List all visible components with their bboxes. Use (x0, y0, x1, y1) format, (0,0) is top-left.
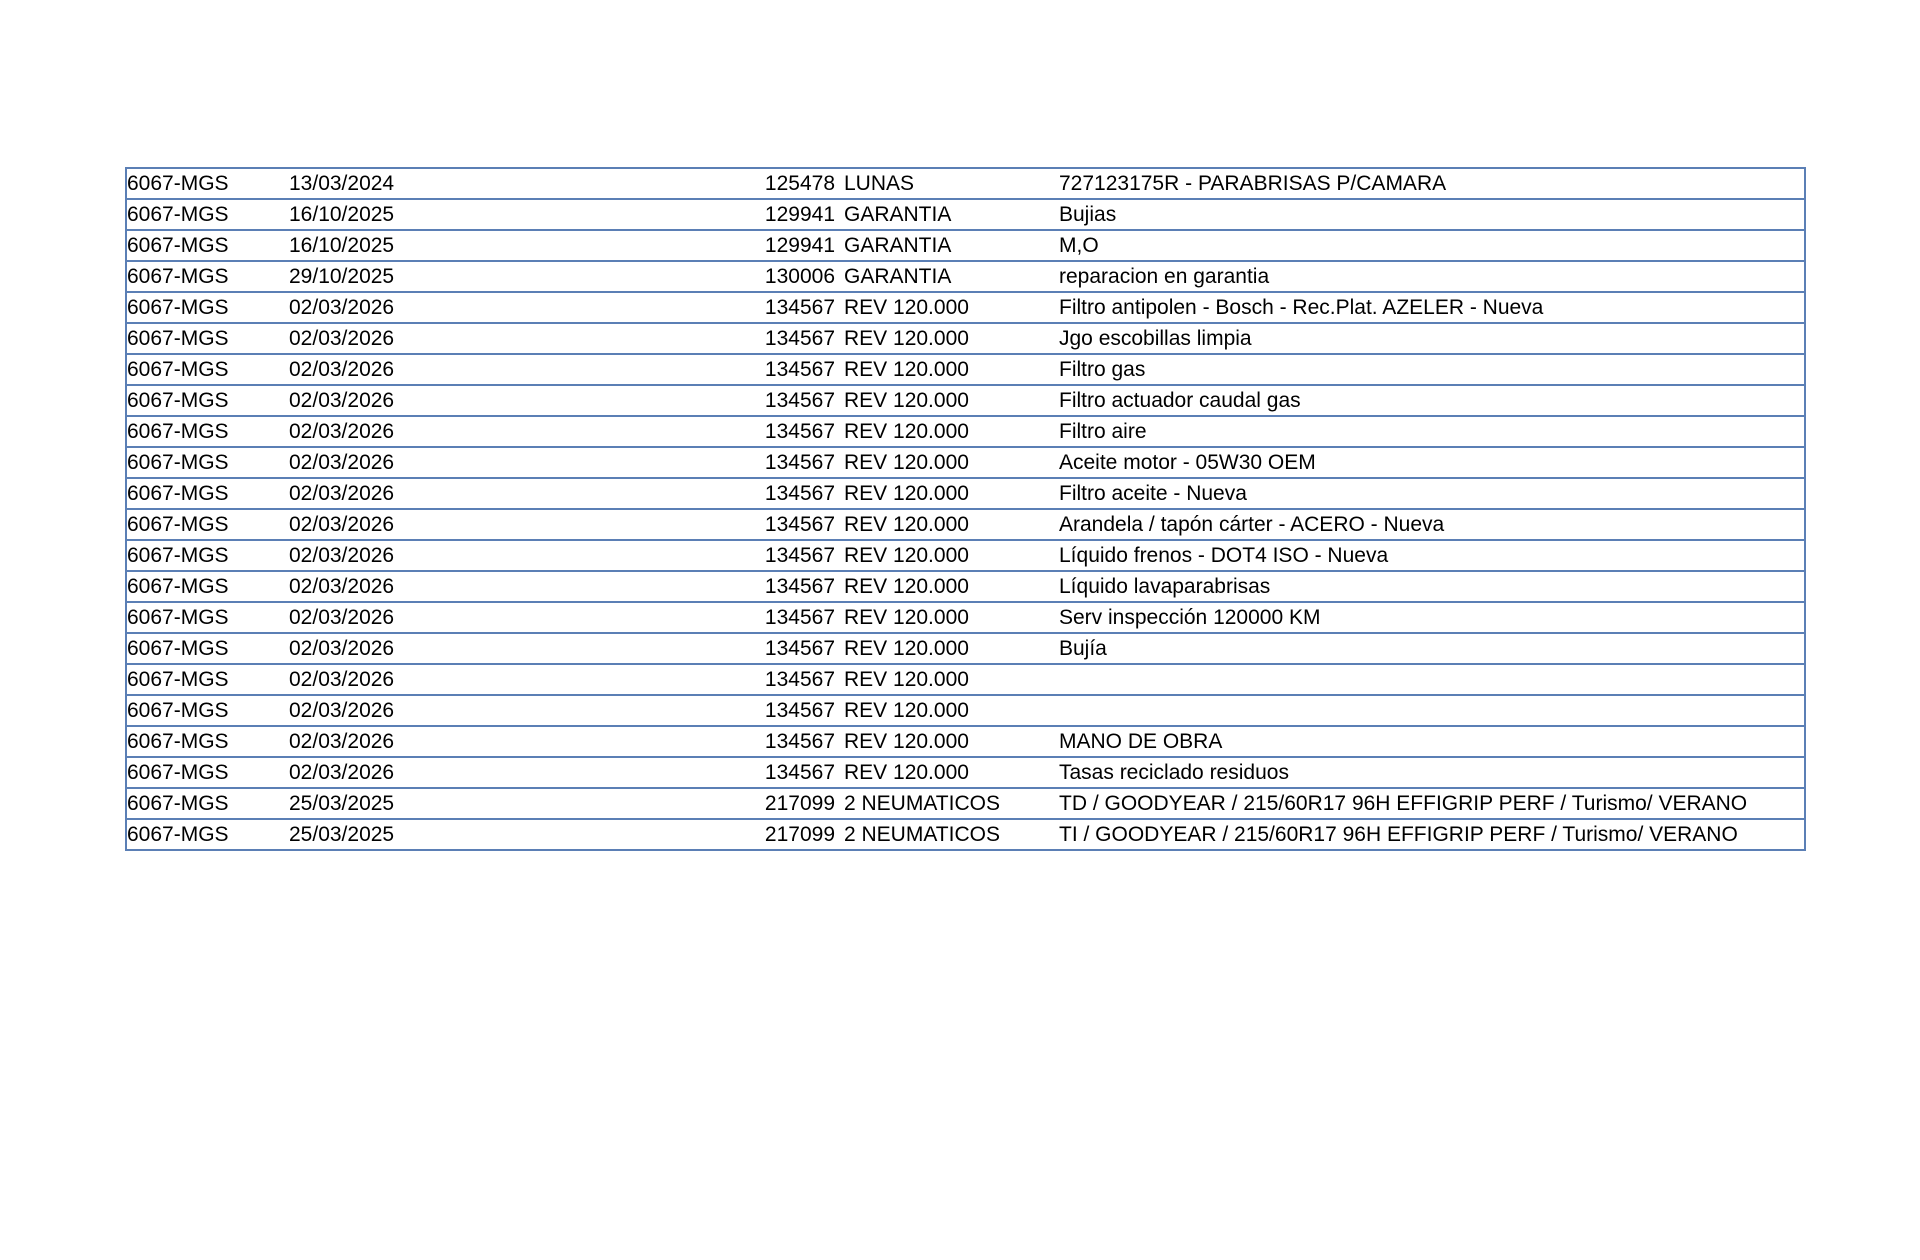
cell-description: Aceite motor - 05W30 OEM (1059, 447, 1804, 478)
cell-plate: 6067-MGS (127, 602, 289, 633)
cell-date: 02/03/2026 (289, 354, 761, 385)
cell-date: 02/03/2026 (289, 540, 761, 571)
cell-description: Filtro gas (1059, 354, 1804, 385)
table-row (127, 230, 1804, 261)
cell-order: 134567 (761, 757, 835, 788)
cell-spacer (835, 416, 844, 447)
cell-description: Bujía (1059, 633, 1804, 664)
cell-spacer (835, 169, 844, 199)
table-row (127, 354, 1804, 385)
table-row (127, 199, 1804, 230)
cell-plate: 6067-MGS (127, 172, 229, 195)
cell-order: 134567 (761, 478, 835, 509)
cell-description: Jgo escobillas limpia (1059, 323, 1804, 354)
cell-plate: 6067-MGS (127, 199, 289, 230)
cell-description: Líquido frenos - DOT4 ISO - Nueva (1059, 540, 1804, 571)
cell-spacer (835, 695, 844, 726)
cell-date: 02/03/2026 (289, 664, 761, 695)
table-row (127, 664, 1804, 695)
cell-spacer (835, 664, 844, 695)
cell-description: Filtro antipolen - Bosch - Rec.Plat. AZELER - Nueva (1059, 292, 1804, 323)
table-row (127, 540, 1804, 571)
table-row (127, 633, 1804, 664)
cell-plate: 6067-MGS (127, 323, 289, 354)
cell-order: 134567 (761, 602, 835, 633)
cell-spacer (835, 230, 844, 261)
cell-spacer (835, 354, 844, 385)
cell-plate: 6067-MGS (127, 230, 289, 261)
records-table-body (127, 169, 1804, 849)
cell-plate: 6067-MGS (127, 633, 289, 664)
cell-type: REV 120.000 (844, 416, 1059, 447)
records-table (127, 169, 1804, 849)
cell-date: 02/03/2026 (289, 571, 761, 602)
cell-date: 02/03/2026 (289, 323, 761, 354)
table-row (127, 788, 1804, 819)
table-row (127, 695, 1804, 726)
table-row (127, 571, 1804, 602)
cell-date: 16/10/2025 (289, 199, 761, 230)
table-row (127, 416, 1804, 447)
cell-order: 134567 (761, 633, 835, 664)
cell-description (1059, 695, 1804, 726)
table-row (127, 323, 1804, 354)
cell-spacer (835, 819, 844, 849)
cell-order: 134567 (761, 292, 835, 323)
cell-spacer (835, 323, 844, 354)
cell-spacer (835, 633, 844, 664)
cell-plate: 6067-MGS (127, 726, 289, 757)
table-row (127, 509, 1804, 540)
cell-description: TI / GOODYEAR / 215/60R17 96H EFFIGRIP PERF / Turismo/ VERANO (1059, 819, 1804, 849)
cell-date: 02/03/2026 (289, 416, 761, 447)
cell-order: 129941 (761, 199, 835, 230)
cell-type: REV 120.000 (844, 757, 1059, 788)
cell-plate: 6067-MGS (127, 354, 289, 385)
cell-type: REV 120.000 (844, 509, 1059, 540)
cell-description (1059, 664, 1804, 695)
table-row (127, 757, 1804, 788)
cell-type: REV 120.000 (844, 447, 1059, 478)
cell-type: REV 120.000 (844, 323, 1059, 354)
cell-plate: 6067-MGS (127, 571, 289, 602)
cell-spacer (835, 199, 844, 230)
cell-order: 130006 (761, 261, 835, 292)
cell-spacer (835, 261, 844, 292)
cell-order: 134567 (761, 385, 835, 416)
cell-plate: 6067-MGS (127, 540, 289, 571)
cell-description: Serv inspección 120000 KM (1059, 602, 1804, 633)
cell-type: REV 120.000 (844, 292, 1059, 323)
cell-type: 2 NEUMATICOS (844, 788, 1059, 819)
cell-date: 02/03/2026 (289, 757, 761, 788)
cell-description: MANO DE OBRA (1059, 726, 1804, 757)
table-row (127, 447, 1804, 478)
cell-description: Filtro aceite - Nueva (1059, 478, 1804, 509)
cell-description: TD / GOODYEAR / 215/60R17 96H EFFIGRIP PERF / Turismo/ VERANO (1059, 788, 1804, 819)
table-row (127, 261, 1804, 292)
cell-date: 29/10/2025 (289, 261, 761, 292)
cell-order: 134567 (761, 695, 835, 726)
records-sheet (125, 167, 1806, 851)
cell-date: 02/03/2026 (289, 385, 761, 416)
cell-spacer (835, 602, 844, 633)
cell-date: 02/03/2026 (289, 602, 761, 633)
cell-date: 02/03/2026 (289, 633, 761, 664)
table-row (127, 478, 1804, 509)
cell-order: 134567 (761, 540, 835, 571)
cell-description: Filtro aire (1059, 416, 1804, 447)
cell-order: 125478 (764, 172, 835, 195)
cell-plate: 6067-MGS (127, 261, 289, 292)
cell-type: REV 120.000 (844, 354, 1059, 385)
cell-order: 134567 (761, 664, 835, 695)
cell-date: 02/03/2026 (289, 726, 761, 757)
table-row (127, 602, 1804, 633)
cell-date: 25/03/2025 (289, 819, 761, 849)
cell-type: GARANTIA (844, 261, 1059, 292)
cell-order: 134567 (761, 726, 835, 757)
cell-date: 16/10/2025 (289, 230, 761, 261)
cell-description: Tasas reciclado residuos (1059, 757, 1804, 788)
cell-spacer (835, 571, 844, 602)
cell-type: GARANTIA (844, 230, 1059, 261)
cell-type: REV 120.000 (844, 571, 1059, 602)
cell-order: 134567 (761, 323, 835, 354)
cell-type: REV 120.000 (844, 664, 1059, 695)
cell-date: 02/03/2026 (289, 292, 761, 323)
cell-description: Bujias (1059, 199, 1804, 230)
cell-order: 217099 (761, 788, 835, 819)
cell-spacer (835, 292, 844, 323)
cell-type: REV 120.000 (844, 540, 1059, 571)
cell-description: Filtro actuador caudal gas (1059, 385, 1804, 416)
cell-plate: 6067-MGS (127, 788, 289, 819)
cell-type: REV 120.000 (844, 385, 1059, 416)
cell-type: LUNAS (844, 172, 915, 195)
cell-order: 134567 (761, 354, 835, 385)
table-row (127, 169, 1804, 199)
cell-spacer (835, 757, 844, 788)
cell-type: GARANTIA (844, 199, 1059, 230)
cell-plate: 6067-MGS (127, 478, 289, 509)
cell-type: REV 120.000 (844, 633, 1059, 664)
cell-spacer (835, 447, 844, 478)
cell-date: 13/03/2024 (289, 172, 395, 195)
cell-spacer (835, 726, 844, 757)
cell-date: 02/03/2026 (289, 695, 761, 726)
cell-spacer (835, 478, 844, 509)
cell-order: 134567 (761, 509, 835, 540)
cell-plate: 6067-MGS (127, 819, 289, 849)
cell-type: REV 120.000 (844, 478, 1059, 509)
cell-plate: 6067-MGS (127, 447, 289, 478)
cell-order: 134567 (761, 416, 835, 447)
cell-order: 134567 (761, 447, 835, 478)
cell-type: REV 120.000 (844, 695, 1059, 726)
cell-spacer (835, 540, 844, 571)
cell-date: 02/03/2026 (289, 447, 761, 478)
cell-date: 02/03/2026 (289, 478, 761, 509)
cell-description: Líquido lavaparabrisas (1059, 571, 1804, 602)
cell-date: 25/03/2025 (289, 788, 761, 819)
cell-spacer (835, 788, 844, 819)
cell-plate: 6067-MGS (127, 664, 289, 695)
cell-spacer (835, 385, 844, 416)
cell-plate: 6067-MGS (127, 385, 289, 416)
cell-description: reparacion en garantia (1059, 261, 1804, 292)
cell-description: M,O (1059, 230, 1804, 261)
cell-plate: 6067-MGS (127, 757, 289, 788)
table-row (127, 726, 1804, 757)
cell-plate: 6067-MGS (127, 416, 289, 447)
cell-type: REV 120.000 (844, 602, 1059, 633)
cell-order: 134567 (761, 571, 835, 602)
table-row (127, 819, 1804, 849)
cell-type: 2 NEUMATICOS (844, 819, 1059, 849)
cell-date: 02/03/2026 (289, 509, 761, 540)
cell-plate: 6067-MGS (127, 509, 289, 540)
cell-order: 217099 (761, 819, 835, 849)
cell-description: 727123175R - PARABRISAS P/CAMARA (1059, 172, 1447, 195)
cell-plate: 6067-MGS (127, 695, 289, 726)
table-row (127, 292, 1804, 323)
cell-spacer (835, 509, 844, 540)
cell-description: Arandela / tapón cárter - ACERO - Nueva (1059, 509, 1804, 540)
cell-type: REV 120.000 (844, 726, 1059, 757)
cell-plate: 6067-MGS (127, 292, 289, 323)
cell-order: 129941 (761, 230, 835, 261)
table-row (127, 385, 1804, 416)
